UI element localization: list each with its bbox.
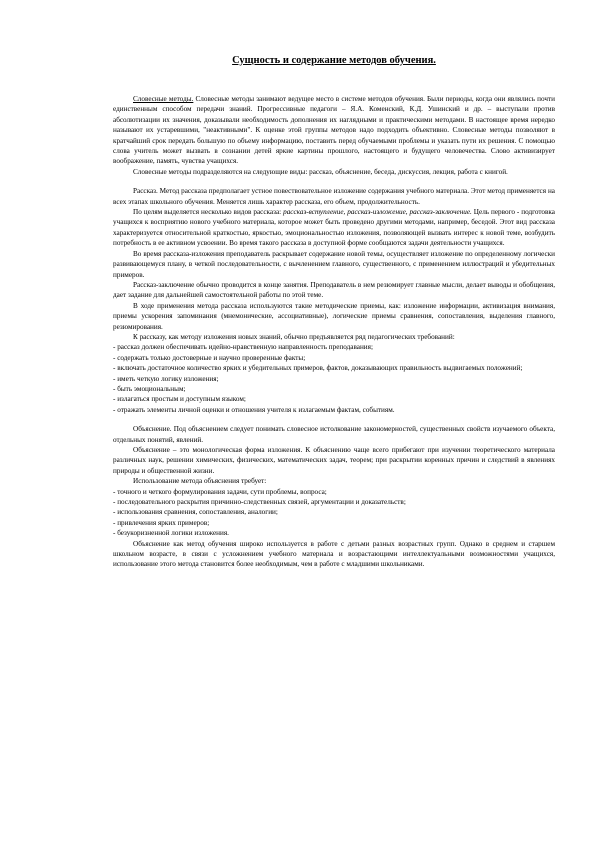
- list-item: - использования сравнения, сопоставления, аналогии;: [113, 508, 278, 517]
- story-paragraph-6: К рассказу, как методу изложения новых знаний, обычно предъявляется ряд педагогических требований:: [133, 332, 455, 341]
- explanation-paragraph-3: Использование метода объяснения требует:: [133, 477, 267, 486]
- list-item: - содержать только достоверные и научно проверенные факты;: [113, 353, 306, 362]
- page-title: Сущность и содержание методов обучения.: [232, 55, 436, 66]
- explanation-requirements-list: [113, 487, 555, 539]
- story-paragraph-2: [113, 207, 555, 249]
- verbal-methods-text: Словесные методы занимают ведущее место в системе методов обучения. Были периоды, когда они являлись почти единственным способом передачи знаний. Прогрессивные педагоги – Я.А. Коменский, К.Д. Ушинский и др. – выступали против абсолютизации их значения, доказывали необходимость дополнения их наглядными и практическими методами. В настоящее время нередко называют их устаревшими, "неактивными". К оценке этой группы методов надо подходить объективно. Словесные методы позволяют в кратчайший срок передать большую по объему информацию, поставить перед обучаемыми проблемы и указать пути их решения. С помощью слова учитель может вызвать в сознании детей яркие картины прошлого, настоящего и будущего человечества. Слово активизирует воображение, память, чувства учащихся.: [113, 95, 555, 166]
- story-paragraph-1: Рассказ. Метод рассказа предполагает устное повествовательное изложение содержания учебного материала. Этот метод применяется на всех этапах школьного обучения. Меняется лишь характер рассказа, его объем, продолжительность.: [113, 187, 555, 206]
- list-item: - привлечения ярких примеров;: [113, 518, 210, 527]
- story-paragraph-4: Рассказ-заключение обычно проводится в конце занятия. Преподаватель в нем резюмирует главные мысли, делает выводы и обобщения, дает задание для дальнейшей самостоятельной работы по этой теме.: [113, 280, 555, 300]
- explanation-paragraph-4: Объяснение как метод обучения широко используется в работе с детьми разных возрастных групп. Однако в среднем и старшем школьном возрасте, в связи с усложнением учебного материала и возрастающими интеллектуальными возможностями учащихся, использование этого метода становится более необходимым, чем в работе с младшими школьниками.: [113, 539, 555, 569]
- list-item: - рассказ должен обеспечивать идейно-нравственную направленность преподавания;: [113, 343, 373, 352]
- verbal-methods-heading: Словесные методы.: [133, 95, 194, 103]
- story-requirements-list: [113, 342, 555, 415]
- story-p2-end: Цель первого - подготовка учащихся к восприятию нового учебного материала, которое может быть проведено другими методами, например, беседой. Этот вид рассказа характеризуется относительной краткостью, яркостью, эмоциональностью изложения, позволяющей вызвать интерес к новой теме, возбудить потребность в ее активном усвоении. Во время такого рассказа в доступной форме сообщаются задачи деятельности учащихся.: [113, 208, 555, 248]
- list-item: - включать достаточное количество ярких и убедительных примеров, фактов, доказывающих правильность выдвигаемых положений;: [113, 364, 523, 373]
- story-p2-start: По целям выделяется несколько видов рассказа:: [133, 208, 284, 217]
- story-types-italic: рассказ-вступление, рассказ-изложение, рассказ-заключение.: [283, 208, 472, 217]
- document-page: [113, 55, 555, 570]
- verbal-methods-paragraph: [113, 94, 555, 167]
- list-item: - иметь четкую логику изложения;: [113, 374, 219, 383]
- list-item: - последовательного раскрытия причинно-следственных связей, аргументации и доказательств;: [113, 498, 406, 507]
- story-paragraph-3: Во время рассказа-изложения преподаватель раскрывает содержание новой темы, осуществляет изложение по определенному логически развивающемуся плану, в четкой последовательности, с вычленением главного, существенного, с применением иллюстраций и убедительных примеров.: [113, 249, 555, 279]
- list-item: - точного и четкого формулирования задачи, сути проблемы, вопроса;: [113, 487, 327, 496]
- list-item: - безукоризненной логики изложения.: [113, 529, 229, 538]
- list-item: - отражать элементы личной оценки и отношения учителя к излагаемым фактам, событиям.: [113, 405, 395, 414]
- story-paragraph-5: В ходе применения метода рассказа используются такие методические приемы, как: изложение информации, активизация внимания, приемы ускорения запоминания (мнемонические, ассоциативные), логические приемы сравнения, сопоставления, выделения главного, резюмирования.: [113, 301, 555, 331]
- list-item: - быть эмоциональным;: [113, 384, 186, 393]
- verbal-methods-types: Словесные методы подразделяются на следующие виды: рассказ, объяснение, беседа, дискуссия, лекция, работа с книгой.: [133, 167, 508, 176]
- list-item: - излагаться простым и доступным языком;: [113, 395, 246, 404]
- explanation-paragraph-1: Объяснение. Под объяснением следует понимать словесное истолкование закономерностей, существенных свойств изучаемого объекта, отдельных понятий, явлений.: [113, 425, 555, 444]
- explanation-paragraph-2: Объяснение – это монологическая форма изложения. К объяснению чаще всего прибегают при изучении теоретического материала различных наук, решении химических, физических, математических задач, теорем; при раскрытии коренных причин и следствий в явлениях природы и общественной жизни.: [113, 446, 555, 475]
